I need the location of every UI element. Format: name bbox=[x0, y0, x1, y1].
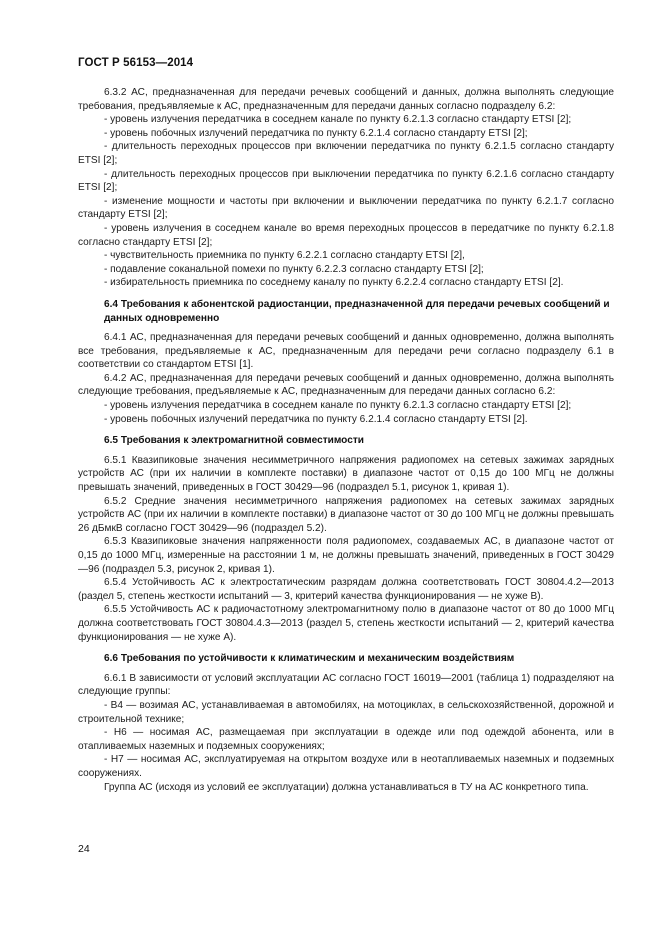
list-item: - уровень излучения передатчика в соседнем канале по пункту 6.2.1.3 согласно стандарту ETSI [2]; bbox=[104, 400, 572, 412]
list-item: - уровень излучения передатчика в соседнем канале по пункту 6.2.1.3 согласно стандарту ETSI [2]; bbox=[104, 114, 572, 126]
list-item: - Н6 — носимая АС, размещаемая при эксплуатации в одежде или под одеждой абонента, или в отапливаемых наземных и подземных сооружениях; bbox=[78, 727, 614, 752]
paragraph-6-5-3: 6.5.3 Квазипиковые значения напряженности поля радиопомех, создаваемых АС, в диапазоне частот от 0,15 до 1000 МГц, измеренные на расстоянии 1 м, не должны превышать значений, приведенных в ГОСТ 30429—96 (подраздел 5.3, рисунок 2, кривая 1). bbox=[78, 536, 614, 575]
paragraph-6-6-1: 6.6.1 В зависимости от условий эксплуатации АС согласно ГОСТ 16019—2001 (таблица 1) подразделяют на следующие группы: bbox=[78, 672, 614, 698]
section-6-6 bbox=[78, 652, 614, 794]
list-item: - длительность переходных процессов при включении передатчика по пункту 6.2.1.5 согласно стандарту ETSI [2]; bbox=[78, 141, 614, 166]
paragraph-6-5-2: 6.5.2 Средние значения несимметричного напряжения радиопомех на сетевых зажимах зарядных устройств АС (при их наличии в комплекте поставки) в диапазоне частот от 30 до 100 МГц не должны превышать 26 дБмкВ согласно ГОСТ 30429—96 (подраздел 5.2). bbox=[78, 495, 614, 534]
document-body bbox=[78, 86, 614, 794]
page-number: 24 bbox=[78, 843, 90, 855]
paragraph-6-5-4: 6.5.4 Устойчивость АС к электростатическим разрядам должна соответствовать ГОСТ 30804.4.2—2013 (раздел 5, степень жесткости испытаний — 3, критерий качества функционирования — не хуже В). bbox=[78, 577, 614, 602]
paragraph-6-5-1: 6.5.1 Квазипиковые значения несимметричного напряжения радиопомех на сетевых зажимах зарядных устройств АС (при их наличии в комплекте поставки) в диапазоне частот от 0,15 до 100 МГц не должны превышать значений, приведенных в ГОСТ 30429—96 (подраздел 5.1, рисунок 1, кривая 1). bbox=[78, 454, 614, 494]
section-6-4 bbox=[78, 298, 614, 426]
list-item: - чувствительность приемника по пункту 6.2.2.1 согласно стандарту ETSI [2], bbox=[104, 250, 465, 262]
section-6-5 bbox=[78, 434, 614, 644]
paragraph-6-6-group: Группа АС (исходя из условий ее эксплуатации) должна устанавливаться в ТУ на АС конкретного типа. bbox=[104, 781, 589, 793]
paragraph-6-5-5: 6.5.5 Устойчивость АС к радиочастотному электромагнитному полю в диапазоне частот от 80 до 1000 МГц должна соответствовать ГОСТ 30804.4.3—2013 (раздел 5, степень жесткости испытаний — 2, критерий качества функционирования — не хуже А). bbox=[78, 604, 614, 643]
list-item: - длительность переходных процессов при выключении передатчика по пункту 6.2.1.6 согласно стандарту ETSI [2]; bbox=[78, 168, 614, 194]
list-item: - уровень побочных излучений передатчика по пункту 6.2.1.4 согласно стандарту ETSI [2]. bbox=[104, 413, 528, 425]
section-6-3-2 bbox=[78, 86, 614, 290]
list-item: - уровень излучения в соседнем канале во время переходных процессов в передатчике по пункту 6.2.1.8 согласно стандарту ETSI [2]; bbox=[78, 222, 614, 248]
paragraph-6-3-2: 6.3.2 АС, предназначенная для передачи речевых сообщений и данных, должна выполнять следующие требования, предъявляемые к АС, предназначенным для передачи данных согласно подразделу 6.2: bbox=[78, 87, 614, 112]
section-heading-6-4: 6.4 Требования к абонентской радиостанции, предназначенной для передачи речевых сообщений и данных одновременно bbox=[104, 298, 610, 324]
list-item: - уровень побочных излучений передатчика по пункту 6.2.1.4 согласно стандарту ETSI [2]; bbox=[104, 127, 528, 139]
list-item: - избирательность приемника по соседнему каналу по пункту 6.2.2.4 согласно стандарту ETSI [2]. bbox=[104, 277, 564, 289]
paragraph-6-4-2: 6.4.2 АС, предназначенная для передачи речевых сообщений и данных одновременно, должна выполнять следующие требования, предъявляемые к АС, предназначенным для передачи данных согласно 6.2: bbox=[78, 372, 614, 398]
section-heading-6-5: 6.5 Требования к электромагнитной совместимости bbox=[104, 435, 364, 447]
list-item: - В4 — возимая АС, устанавливаемая в автомобилях, на мотоциклах, в сельскохозяйственной, дорожной и строительной технике; bbox=[78, 699, 614, 725]
list-item: - изменение мощности и частоты при включении и выключении передатчика по пункту 6.2.1.7 согласно стандарту ETSI [2]; bbox=[78, 195, 614, 221]
list-item: - подавление соканальной помехи по пункту 6.2.2.3 согласно стандарту ETSI [2]; bbox=[104, 263, 484, 275]
list-item: - Н7 — носимая АС, эксплуатируемая на открытом воздухе или в неотапливаемых наземных и подземных сооружениях. bbox=[78, 754, 614, 779]
paragraph-6-4-1: 6.4.1 АС, предназначенная для передачи речевых сообщений и данных одновременно, должна выполнять все требования, предъявляемые к АС, предназначенным для передачи речи согласно подразделу 6.1 в соответствии со стандартом ETSI [1]. bbox=[78, 332, 614, 371]
document-header-title: ГОСТ Р 56153—2014 bbox=[78, 57, 194, 69]
section-heading-6-6: 6.6 Требования по устойчивости к климатическим и механическим воздействиям bbox=[104, 653, 515, 665]
